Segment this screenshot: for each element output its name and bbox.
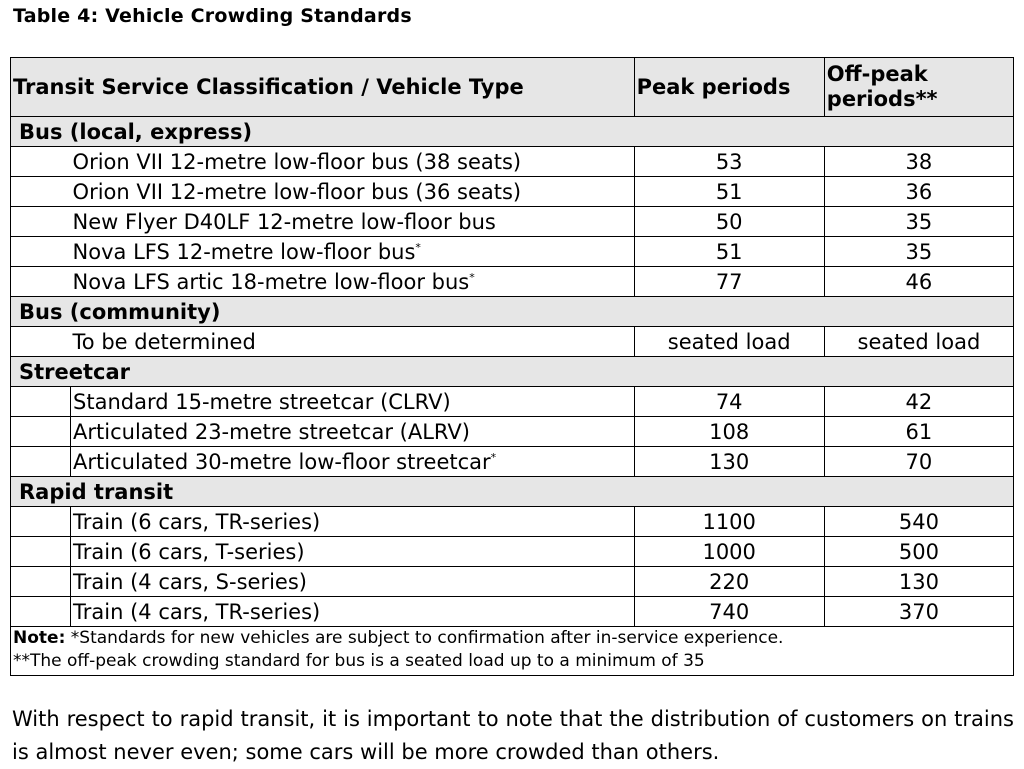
table-row	[11, 267, 1014, 297]
vehicle-type-cell	[71, 597, 635, 627]
table-row	[11, 507, 1014, 537]
body-paragraph: With respect to rapid transit, it is important to note that the distribution of customers on trains is almost never even; some cars will be more crowded than others.	[12, 707, 1014, 764]
table-row	[11, 417, 1014, 447]
indent-cell	[11, 417, 71, 447]
vehicle-type-name: Articulated 23-metre streetcar (ALRV)	[73, 419, 470, 444]
note-line-1	[13, 627, 1011, 650]
indent-cell	[11, 537, 71, 567]
offpeak-value: 42	[824, 387, 1013, 417]
note-label: Note:	[13, 628, 66, 648]
vehicle-type-name: Orion VII 12-metre low-floor bus (38 seats)	[72, 149, 522, 174]
peak-value: 77	[634, 267, 824, 297]
indent-cell	[11, 147, 71, 177]
footnote-marker: *	[415, 240, 421, 254]
table-row	[11, 537, 1014, 567]
offpeak-value: 36	[824, 177, 1013, 207]
note-text-2: **The off-peak crowding standard for bus is a seated load up to a minimum of 35	[13, 651, 705, 671]
header-offpeak: Off-peak periods**	[824, 58, 1013, 117]
vehicle-type-name: Nova LFS artic 18-metre low-floor bus	[72, 269, 470, 294]
offpeak-value: 370	[824, 597, 1013, 627]
table-row	[11, 327, 1014, 357]
table-row	[11, 567, 1014, 597]
vehicle-type-name: Train (6 cars, TR-series)	[73, 509, 321, 534]
peak-value: 53	[634, 147, 824, 177]
indent-cell	[11, 237, 71, 267]
vehicle-type-name: Train (4 cars, TR-series)	[73, 599, 321, 624]
peak-value: 51	[634, 177, 824, 207]
vehicle-type-cell	[71, 567, 635, 597]
section-title: Streetcar	[11, 357, 1014, 387]
indent-cell	[11, 387, 71, 417]
footnote-marker: *	[469, 270, 475, 284]
note-text-1: *Standards for new vehicles are subject to confirmation after in-service experience.	[65, 628, 784, 648]
footnote-marker: *	[490, 450, 497, 464]
vehicle-type-cell	[71, 387, 635, 417]
table-row	[11, 207, 1014, 237]
indent-cell	[11, 507, 71, 537]
vehicle-type-name: Orion VII 12-metre low-floor bus (36 seats)	[72, 179, 522, 204]
offpeak-value: 500	[824, 537, 1013, 567]
vehicle-type-cell	[71, 267, 635, 297]
peak-value: 74	[634, 387, 824, 417]
indent-cell	[11, 327, 71, 357]
peak-value: 130	[634, 447, 824, 477]
section-row	[11, 297, 1014, 327]
vehicle-type-cell	[71, 507, 635, 537]
vehicle-type-cell	[71, 207, 635, 237]
vehicle-type-cell	[71, 327, 635, 357]
indent-cell	[11, 267, 71, 297]
header-peak: Peak periods	[634, 58, 824, 117]
vehicle-type-cell	[71, 147, 635, 177]
offpeak-value: 46	[824, 267, 1013, 297]
peak-value: 50	[634, 207, 824, 237]
peak-value: 740	[634, 597, 824, 627]
offpeak-value: 61	[824, 417, 1013, 447]
crowding-standards-table	[10, 57, 1014, 676]
table-caption: Table 4: Vehicle Crowding Standards	[13, 5, 412, 27]
vehicle-type-name: New Flyer D40LF 12-metre low-floor bus	[72, 209, 496, 234]
vehicle-type-name: Articulated 30-metre low-floor streetcar	[73, 449, 491, 474]
indent-cell	[11, 597, 71, 627]
section-row	[11, 117, 1014, 147]
section-row	[11, 477, 1014, 507]
table-row	[11, 177, 1014, 207]
section-title: Rapid transit	[11, 477, 1014, 507]
offpeak-value: 35	[824, 237, 1013, 267]
header-classification: Transit Service Classification / Vehicle Type	[11, 58, 635, 117]
table-row	[11, 147, 1014, 177]
indent-cell	[11, 177, 71, 207]
vehicle-type-cell	[71, 417, 635, 447]
vehicle-type-cell	[71, 237, 635, 267]
peak-value: 1100	[634, 507, 824, 537]
peak-value: 51	[634, 237, 824, 267]
vehicle-type-name: To be determined	[72, 329, 256, 354]
section-title: Bus (community)	[11, 297, 1014, 327]
notes-cell	[11, 627, 1014, 676]
vehicle-type-name: Train (4 cars, S-series)	[73, 569, 307, 594]
peak-value: 1000	[634, 537, 824, 567]
vehicle-type-cell	[71, 537, 635, 567]
table-row	[11, 447, 1014, 477]
vehicle-type-cell	[71, 447, 635, 477]
offpeak-value: seated load	[824, 327, 1013, 357]
table-row	[11, 387, 1014, 417]
indent-cell	[11, 567, 71, 597]
table-body	[11, 117, 1014, 627]
notes-row	[11, 627, 1014, 676]
indent-cell	[11, 207, 71, 237]
offpeak-value: 70	[824, 447, 1013, 477]
indent-cell	[11, 447, 71, 477]
vehicle-type-name: Train (6 cars, T-series)	[73, 539, 305, 564]
vehicle-type-name: Nova LFS 12-metre low-floor bus	[72, 239, 416, 264]
offpeak-value: 540	[824, 507, 1013, 537]
section-row	[11, 357, 1014, 387]
table-row	[11, 237, 1014, 267]
vehicle-type-cell	[71, 177, 635, 207]
table-header-row	[11, 58, 1014, 117]
offpeak-value: 38	[824, 147, 1013, 177]
offpeak-value: 35	[824, 207, 1013, 237]
peak-value: seated load	[634, 327, 824, 357]
section-title: Bus (local, express)	[11, 117, 1014, 147]
table-row	[11, 597, 1014, 627]
peak-value: 108	[634, 417, 824, 447]
peak-value: 220	[634, 567, 824, 597]
vehicle-type-name: Standard 15-metre streetcar (CLRV)	[73, 389, 451, 414]
offpeak-value: 130	[824, 567, 1013, 597]
